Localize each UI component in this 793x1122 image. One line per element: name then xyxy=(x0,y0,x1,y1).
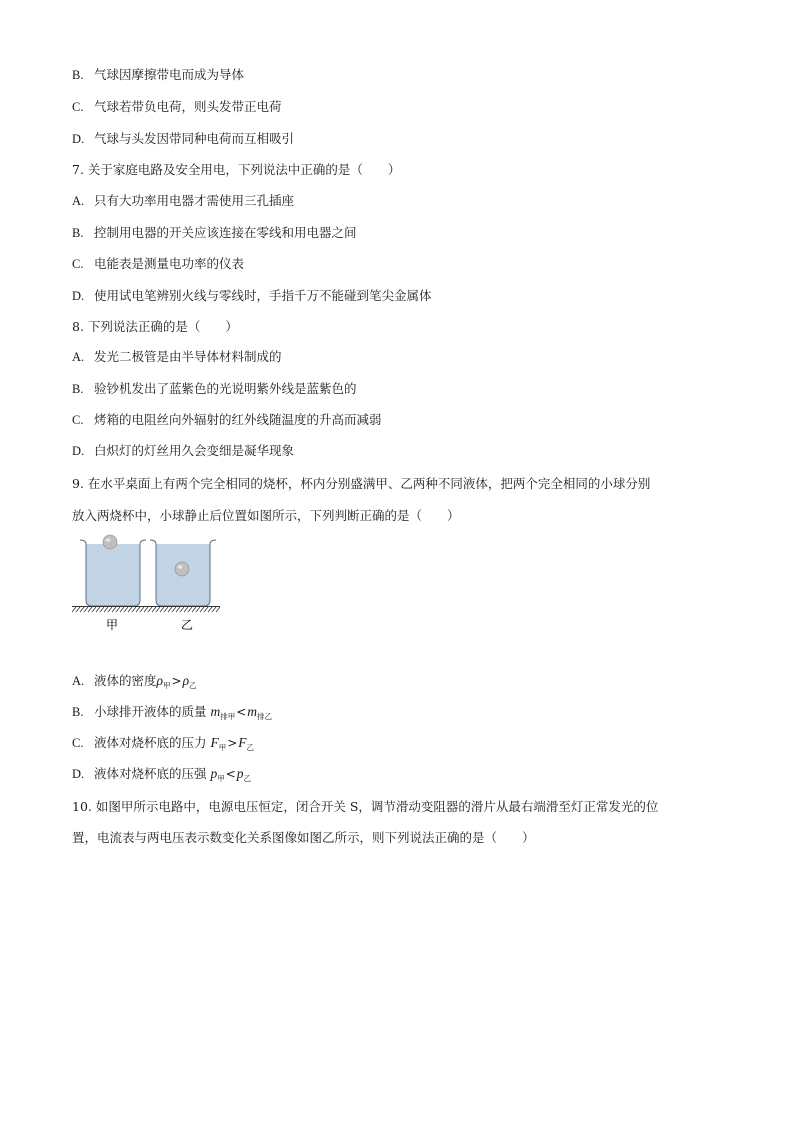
q9-stem-line2: 放入两烧杯中，小球静止后位置如图所示，下列判断正确的是（ ） xyxy=(72,508,460,523)
option-text: 只有大功率用电器才需使用三孔插座 xyxy=(94,193,295,208)
sub-right: 排乙 xyxy=(257,712,273,721)
var-f-left: F xyxy=(210,735,219,750)
figure-label-right: 乙 xyxy=(181,618,194,632)
sub-left: 甲 xyxy=(163,681,171,690)
q6-option-c xyxy=(72,99,282,115)
comparison-symbol: < xyxy=(225,767,236,781)
var-p-left: p xyxy=(210,766,218,781)
option-letter: C. xyxy=(72,413,84,427)
var-p-right: p xyxy=(236,766,244,781)
q7-option-b xyxy=(72,225,357,241)
comparison-symbol: < xyxy=(236,705,247,719)
option-letter: D. xyxy=(72,289,85,303)
ball-right xyxy=(175,562,189,576)
q6-option-b xyxy=(72,67,244,83)
sub-right: 乙 xyxy=(189,681,197,690)
option-text: 电能表是测量电功率的仪表 xyxy=(94,256,245,271)
option-letter: A. xyxy=(72,350,85,364)
option-letter: C. xyxy=(72,100,84,114)
q9-option-c xyxy=(72,735,254,756)
option-letter: A. xyxy=(72,674,85,688)
sub-left: 排甲 xyxy=(220,712,236,721)
option-text: 气球因摩擦带电而成为导体 xyxy=(94,67,245,82)
q9-option-b xyxy=(72,704,272,725)
beaker-diagram xyxy=(70,530,230,638)
option-letter: A. xyxy=(72,194,85,208)
option-letter: C. xyxy=(72,257,84,271)
beaker-figure xyxy=(70,530,230,642)
q10-stem-line1: 10. 如图甲所示电路中，电源电压恒定，闭合开关 S，调节滑动变阻器的滑片从最右端滑至灯正常发光的位 xyxy=(72,799,659,814)
option-letter: D. xyxy=(72,767,85,781)
q7-option-d xyxy=(72,288,432,304)
q7-stem: 7. 关于家庭电路及安全用电，下列说法中正确的是（ ） xyxy=(72,162,401,177)
figure-label-left: 甲 xyxy=(106,618,119,632)
sub-right: 乙 xyxy=(243,774,252,783)
var-f-right: F xyxy=(238,735,247,750)
option-text: 气球与头发因带同种电荷而互相吸引 xyxy=(94,131,295,146)
option-text: 液体对烧杯底的压力 xyxy=(94,735,211,750)
q8-option-b xyxy=(72,381,357,397)
option-letter: B. xyxy=(72,705,84,719)
option-text: 液体对烧杯底的压强 xyxy=(94,766,211,781)
option-text: 使用试电笔辨别火线与零线时，手指千万不能碰到笔尖金属体 xyxy=(94,288,432,303)
option-text: 气球若带负电荷，则头发带正电荷 xyxy=(94,99,282,114)
sub-right: 乙 xyxy=(246,743,255,752)
comparison-symbol: > xyxy=(227,736,238,750)
q7-option-c xyxy=(72,256,244,272)
ball-left xyxy=(103,535,117,549)
var-m-right: m xyxy=(247,704,258,719)
option-text: 烤箱的电阻丝向外辐射的红外线随温度的升高而减弱 xyxy=(94,412,382,427)
q9-option-a xyxy=(72,673,197,694)
comparison-symbol: > xyxy=(171,674,182,688)
sub-left: 甲 xyxy=(218,743,227,752)
option-text: 控制用电器的开关应该连接在零线和用电器之间 xyxy=(94,225,357,240)
var-m-left: m xyxy=(210,704,221,719)
q6-option-d xyxy=(72,131,294,147)
q10-stem-line2: 置，电流表与两电压表示数变化关系图像如图乙所示，则下列说法正确的是（ ） xyxy=(72,830,535,845)
option-text: 小球排开液体的质量 xyxy=(94,704,211,719)
q9-stem-line1: 9. 在水平桌面上有两个完全相同的烧杯，杯内分别盛满甲、乙两种不同液体，把两个完全相同的小球分别 xyxy=(72,476,651,491)
q8-option-c xyxy=(72,412,382,428)
option-text: 白炽灯的灯丝用久会变细是凝华现象 xyxy=(94,443,295,458)
option-letter: B. xyxy=(72,382,84,396)
option-letter: C. xyxy=(72,736,84,750)
sub-left: 甲 xyxy=(217,774,225,783)
q8-stem: 8. 下列说法正确的是（ ） xyxy=(72,319,238,334)
option-letter: D. xyxy=(72,444,85,458)
option-letter: B. xyxy=(72,68,84,82)
var-rho-left: ρ xyxy=(156,673,163,688)
var-rho-right: ρ xyxy=(182,673,190,688)
option-text: 发光二极管是由半导体材料制成的 xyxy=(94,349,282,364)
q8-option-d xyxy=(72,443,294,459)
option-letter: B. xyxy=(72,226,84,240)
option-text: 验钞机发出了蓝紫色的光说明紫外线是蓝紫色的 xyxy=(94,381,357,396)
table-hatching xyxy=(72,607,220,612)
q8-option-a xyxy=(72,349,282,365)
q7-option-a xyxy=(72,193,294,209)
q9-option-d xyxy=(72,766,251,787)
option-letter: D. xyxy=(72,132,85,146)
beaker-left-liquid xyxy=(86,544,140,606)
option-text: 液体的密度 xyxy=(94,673,157,688)
